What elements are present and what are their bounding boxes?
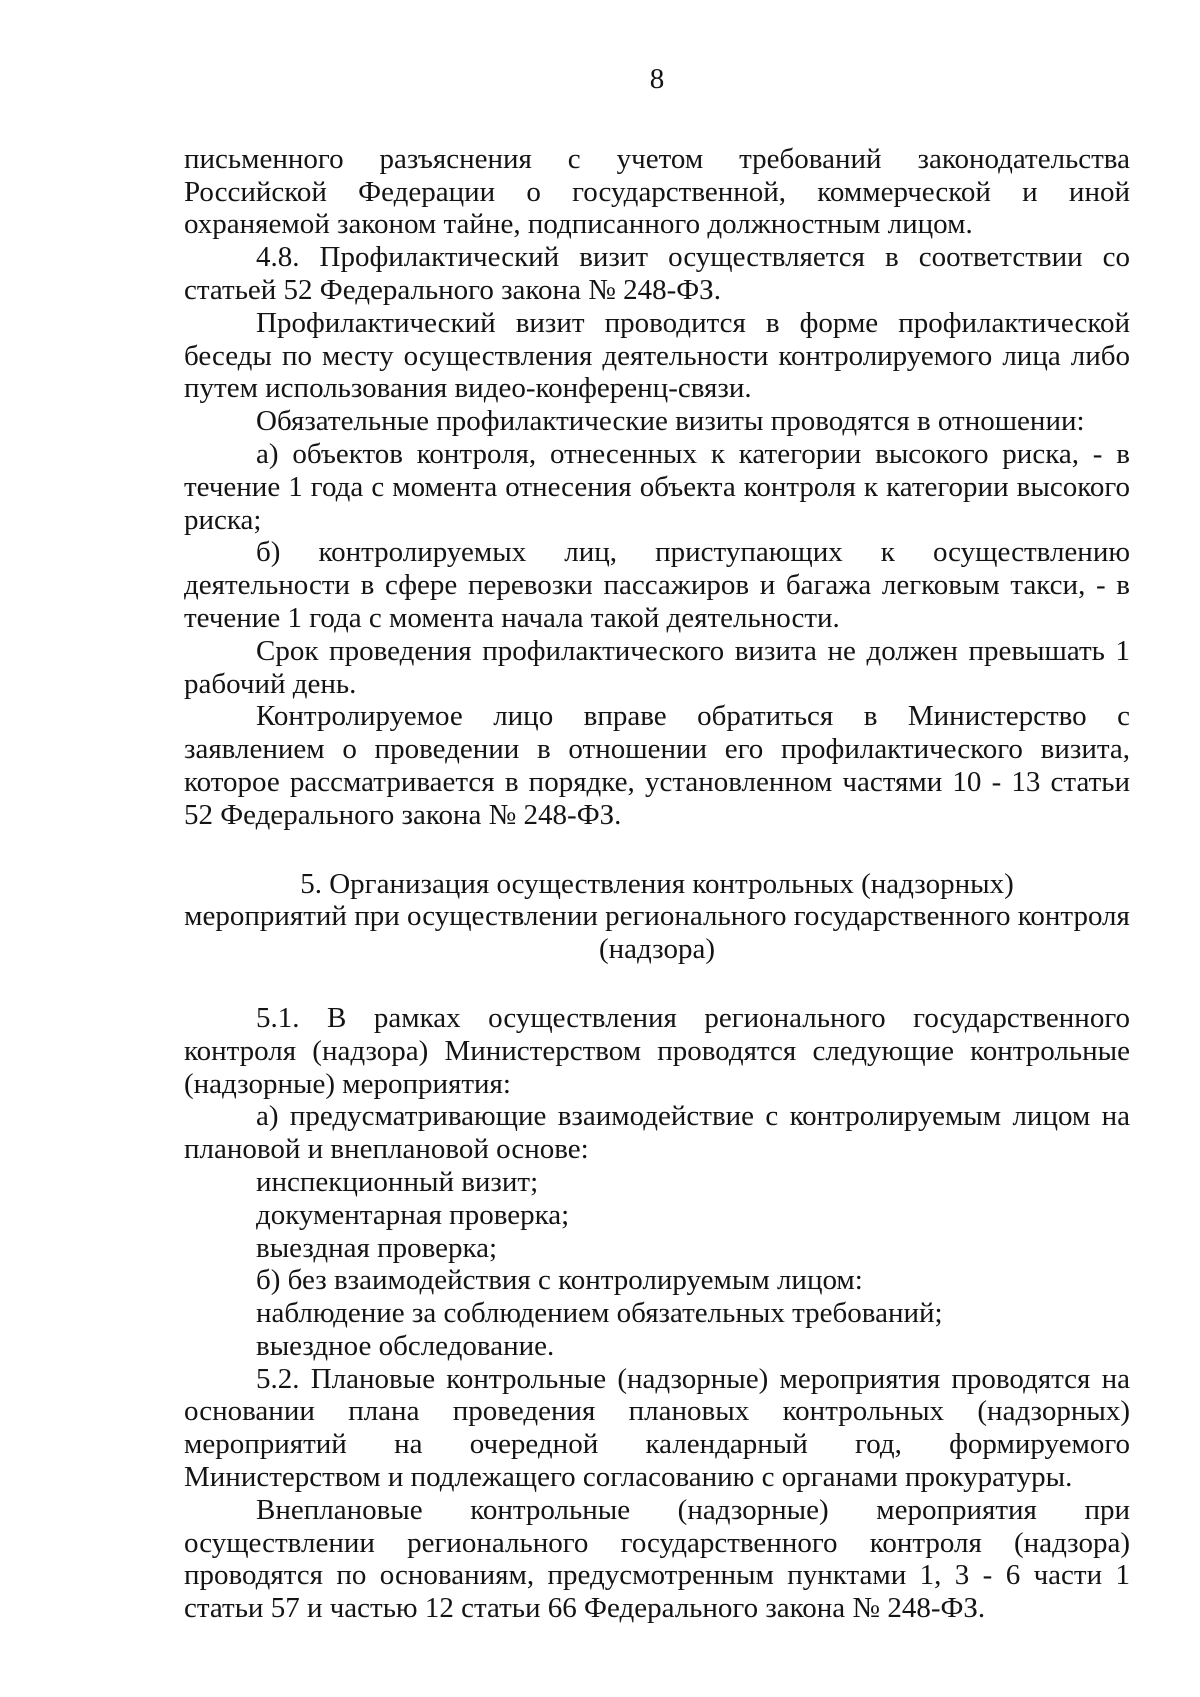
page-number: 8: [649, 63, 665, 95]
paragraph-5-2: 5.2. Плановые контрольные (надзорные) мероприятия проводятся на основании плана проведения плановых контрольных (надзорных) мероприятий на очередной календарный год, формируемого Министерством и подлежащего согласованию с органами прокуратуры.: [184, 1362, 1130, 1494]
paragraph-mandatory-visits: Обязательные профилактические визиты проводятся в отношении:: [256, 405, 1085, 438]
paragraph-4-8: 4.8. Профилактический визит осуществляется в соответствии со статьей 52 Федерального закона № 248-ФЗ.: [184, 241, 1130, 306]
paragraph-visit-form: Профилактический визит проводится в форме профилактической беседы по месту осуществления деятельности контролируемого лица либо путем использования видео-конференц-связи.: [184, 306, 1130, 405]
paragraph-item-b: б) контролируемых лиц, приступающих к осуществлению деятельности в сфере перевозки пассажиров и багажа легковым такси, - в течение 1 года с момента начала такой деятельности.: [184, 536, 1130, 634]
paragraph-request-visit: Контролируемое лицо вправе обратиться в Министерство с заявлением о проведении в отношении его профилактического визита, которое рассматривается в порядке, установленном частями 10 - 13 статьи 52 Федерального закона № 248-ФЗ.: [184, 700, 1130, 831]
heading-line-2: мероприятий при осуществлении регионального государственного контроля: [184, 900, 1130, 933]
paragraph-5-1-a: а) предусматривающие взаимодействие с контролируемым лицом на плановой и внеплановой основе:: [184, 1100, 1130, 1166]
paragraph-visit-duration: Срок проведения профилактического визита не должен превышать 1 рабочий день.: [184, 634, 1130, 700]
section-5-heading: [150, 868, 1164, 966]
paragraph-unscheduled: Внеплановые контрольные (надзорные) мероприятия при осуществлении регионального государственного контроля (надзора) проводятся по основаниям, предусмотренным пунктами 1, 3 - 6 части 1 статьи 57 и частью 12 статьи 66 Федерального закона № 248-ФЗ.: [184, 1493, 1130, 1625]
list-item: б) без взаимодействия с контролируемым лицом:: [256, 1264, 863, 1297]
paragraph-item-a: а) объектов контроля, отнесенных к категории высокого риска, - в течение 1 года с момента отнесения объекта контроля к категории высокого риска;: [184, 437, 1130, 536]
list-item: инспекционный визит;: [256, 1165, 539, 1198]
list-item: выездная проверка;: [256, 1231, 498, 1264]
paragraph-5-1: 5.1. В рамках осуществления регионального государственного контроля (надзора) Министерством проводятся следующие контрольные (надзорные) мероприятия:: [184, 1001, 1130, 1100]
list-item: наблюдение за соблюдением обязательных требований;: [256, 1297, 943, 1330]
list-item: документарная проверка;: [256, 1198, 570, 1231]
heading-line-3: (надзора): [599, 933, 715, 966]
heading-line-1: 5. Организация осуществления контрольных (надзорных): [300, 867, 1014, 900]
paragraph-continuation: письменного разъяснения с учетом требований законодательства Российской Федерации о государственной, коммерческой и иной охраняемой законом тайне, подписанного должностным лицом.: [184, 142, 1130, 241]
list-item: выездное обследование.: [256, 1329, 555, 1362]
